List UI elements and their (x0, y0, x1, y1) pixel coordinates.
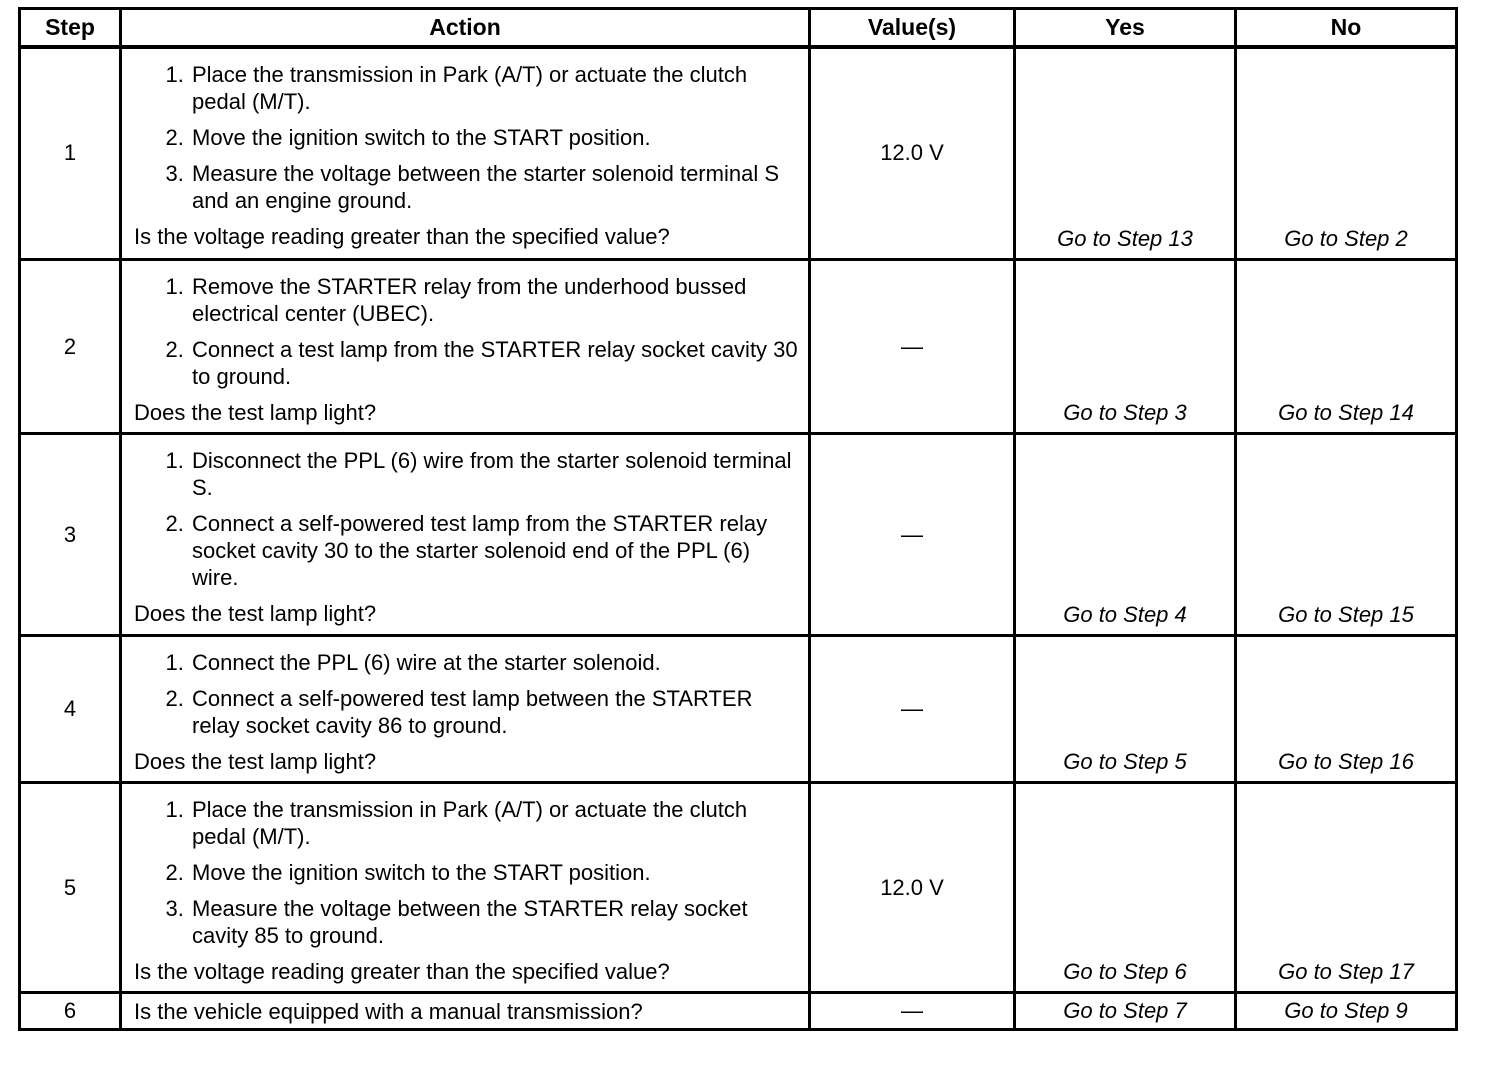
action-cell (121, 636, 810, 783)
action-item: 3. Measure the voltage between the starter solenoid terminal S and an engine ground. (190, 160, 798, 214)
action-item: 1. Connect the PPL (6) wire at the starter solenoid. (190, 649, 798, 676)
value-cell: 12.0 V (810, 783, 1015, 993)
action-steps (134, 61, 798, 214)
step-number: 4 (20, 636, 121, 783)
no-cell: Go to Step 16 (1236, 636, 1457, 783)
step-number: 3 (20, 434, 121, 636)
table-row (20, 783, 1457, 993)
action-item: 2. Connect a self-powered test lamp from the STARTER relay socket cavity 30 to the starter solenoid end of the PPL (6) wire. (190, 510, 798, 591)
action-cell (121, 434, 810, 636)
action-question: Is the vehicle equipped with a manual transmission? (134, 998, 643, 1024)
header-action: Action (121, 9, 810, 47)
value-cell: 12.0 V (810, 47, 1015, 260)
action-item: 2. Move the ignition switch to the START position. (190, 859, 798, 886)
value-cell: — (810, 434, 1015, 636)
no-cell: Go to Step 9 (1236, 993, 1457, 1030)
no-cell: Go to Step 17 (1236, 783, 1457, 993)
action-cell (121, 993, 810, 1030)
step-number: 2 (20, 260, 121, 434)
header-no: No (1236, 9, 1457, 47)
action-item: 3. Measure the voltage between the STARTER relay socket cavity 85 to ground. (190, 895, 798, 949)
action-item: 1. Disconnect the PPL (6) wire from the starter solenoid terminal S. (190, 447, 798, 501)
no-cell: Go to Step 14 (1236, 260, 1457, 434)
table-row (20, 993, 1457, 1030)
value-cell: — (810, 636, 1015, 783)
action-item: 1. Place the transmission in Park (A/T) or actuate the clutch pedal (M/T). (190, 796, 798, 850)
header-yes: Yes (1015, 9, 1236, 47)
no-cell: Go to Step 15 (1236, 434, 1457, 636)
action-question: Does the test lamp light? (134, 601, 377, 626)
value-cell: — (810, 993, 1015, 1030)
yes-cell: Go to Step 13 (1015, 47, 1236, 260)
action-item: 2. Connect a test lamp from the STARTER relay socket cavity 30 to ground. (190, 336, 798, 390)
action-steps (134, 447, 798, 591)
action-steps (134, 796, 798, 949)
action-item: 2. Connect a self-powered test lamp between the STARTER relay socket cavity 86 to ground. (190, 685, 798, 739)
action-item: 2. Move the ignition switch to the START position. (190, 124, 798, 151)
yes-cell: Go to Step 5 (1015, 636, 1236, 783)
step-number: 1 (20, 47, 121, 260)
action-item: 1. Place the transmission in Park (A/T) or actuate the clutch pedal (M/T). (190, 61, 798, 115)
value-cell: — (810, 260, 1015, 434)
step-number: 6 (20, 993, 121, 1030)
diagnostic-table (18, 7, 1458, 1031)
action-cell (121, 260, 810, 434)
action-question: Is the voltage reading greater than the specified value? (134, 959, 670, 984)
step-number: 5 (20, 783, 121, 993)
table-row (20, 434, 1457, 636)
action-item: 1. Remove the STARTER relay from the underhood bussed electrical center (UBEC). (190, 273, 798, 327)
header-row (20, 9, 1457, 47)
action-cell (121, 783, 810, 993)
action-steps (134, 649, 798, 739)
header-values: Value(s) (810, 9, 1015, 47)
table-row (20, 47, 1457, 260)
table-row (20, 636, 1457, 783)
action-question: Does the test lamp light? (134, 749, 377, 774)
yes-cell: Go to Step 7 (1015, 993, 1236, 1030)
yes-cell: Go to Step 3 (1015, 260, 1236, 434)
no-cell: Go to Step 2 (1236, 47, 1457, 260)
action-question: Does the test lamp light? (134, 400, 377, 425)
yes-cell: Go to Step 6 (1015, 783, 1236, 993)
yes-cell: Go to Step 4 (1015, 434, 1236, 636)
action-question: Is the voltage reading greater than the specified value? (134, 223, 670, 249)
action-steps (134, 273, 798, 390)
table-row (20, 260, 1457, 434)
action-cell (121, 47, 810, 260)
header-step: Step (20, 9, 121, 47)
